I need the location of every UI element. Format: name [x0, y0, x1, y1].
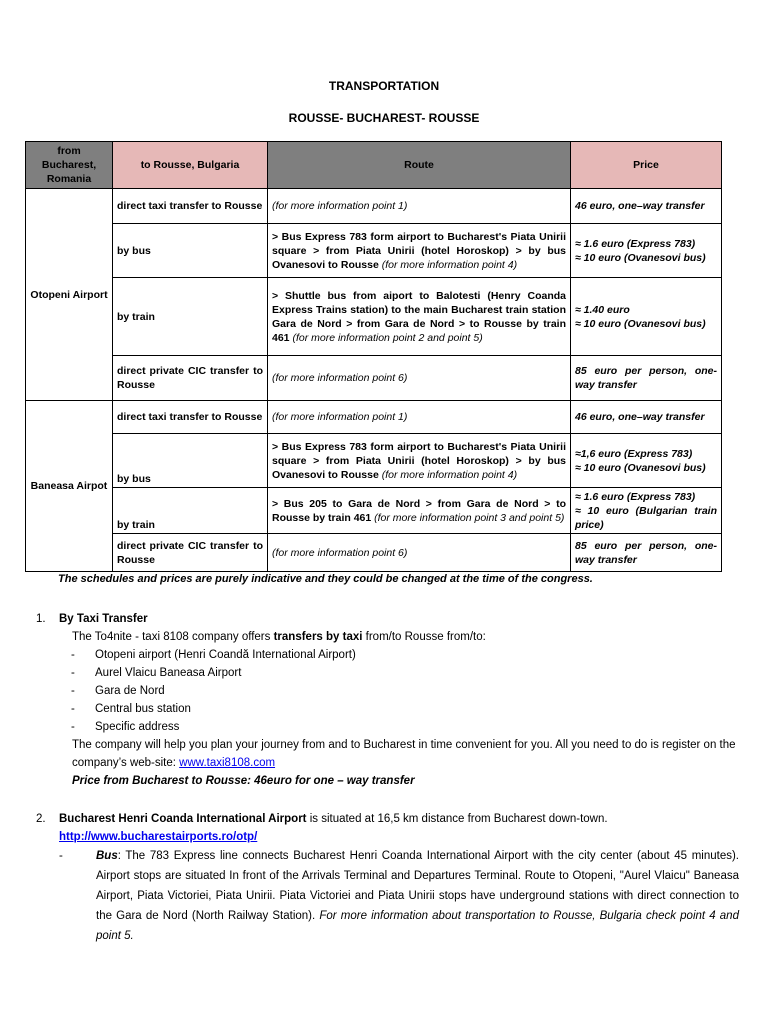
- mode-cell: by bus: [113, 224, 268, 278]
- page-subtitle: ROUSSE- BUCHAREST- ROUSSE: [288, 111, 480, 125]
- section-number: 1.: [36, 613, 46, 625]
- table-row: [26, 356, 722, 401]
- mode-cell: direct taxi transfer to Rousse: [113, 189, 268, 224]
- mode-cell: direct taxi transfer to Rousse: [113, 401, 268, 434]
- section-link-line: [59, 828, 739, 846]
- route-cell: > Bus 205 to Gara de Nord > from Gara de Nord > to Rousse by train 461 (for more information point 3 and point 5): [268, 488, 571, 534]
- route-cell: (for more information point 6): [268, 356, 571, 401]
- section-text: Bucharest Henri Coanda International Airport is situated at 16,5 km distance from Bucharest down-town.: [59, 813, 608, 825]
- price-cell: ≈ 1.6 euro (Express 783) ≈ 10 euro (Bulgarian train price): [571, 488, 722, 534]
- route-cell: > Bus Express 783 form airport to Bucharest's Piata Unirii square > from Piata Unirii (hotel Horoskop) > by bus Ovanesovi to Rousse (for more information point 4): [268, 434, 571, 488]
- airport-website-link[interactable]: http://www.bucharestairports.ro/otp/: [59, 831, 258, 843]
- section-taxi: [36, 610, 736, 790]
- route-cell: (for more information point 1): [268, 401, 571, 434]
- section-heading: By Taxi Transfer: [59, 613, 148, 625]
- price-cell: ≈ 1.6 euro (Express 783) ≈ 10 euro (Ovanesovi bus): [571, 224, 722, 278]
- section-airport: [36, 810, 739, 946]
- table-row: [26, 534, 722, 572]
- table-row: [26, 488, 722, 534]
- place-baneasa: Baneasa Airpot: [26, 401, 113, 572]
- list-item: - Central bus station: [71, 703, 191, 715]
- route-cell: > Bus Express 783 form airport to Bucharest's Piata Unirii square > from Piata Unirii (hotel Horoskop) > by bus Ovanesovi to Rousse (for more information point 4): [268, 224, 571, 278]
- table-row: [26, 278, 722, 356]
- taxi-website-link[interactable]: www.taxi8108.com: [179, 757, 276, 769]
- table-row: [26, 401, 722, 434]
- header-from: from Bucharest, Romania: [26, 142, 113, 189]
- mode-cell: direct private CIC transfer to Rousse: [113, 356, 268, 401]
- transport-table: [25, 141, 722, 572]
- table-row: [26, 224, 722, 278]
- route-cell: (for more information point 1): [268, 189, 571, 224]
- mode-cell: direct private CIC transfer to Rousse: [113, 534, 268, 572]
- route-cell: > Shuttle bus from aiport to Balotesti (Henry Coanda Express Trains station) to the main Bucharest train station Gara de Nord > from Gara de Nord > to Rousse by train 461 (for more information point 2 and point 5): [268, 278, 571, 356]
- list-item: - Aurel Vlaicu Baneasa Airport: [71, 667, 242, 679]
- table-row: [26, 189, 722, 224]
- price-line: Price from Bucharest to Rousse: 46euro for one – way transfer: [72, 775, 415, 787]
- header-to: to Rousse, Bulgaria: [113, 142, 268, 189]
- list-item: - Specific address: [71, 721, 180, 733]
- table-row: [26, 434, 722, 488]
- price-cell: ≈ 1.40 euro ≈ 10 euro (Ovanesovi bus): [571, 278, 722, 356]
- disclaimer-note: The schedules and prices are purely indicative and they could be changed at the time of the congress.: [58, 573, 593, 585]
- price-cell: 85 euro per person, one-way transfer: [571, 534, 722, 572]
- section-intro: The To4nite - taxi 8108 company offers transfers by taxi from/to Rousse from/to:: [72, 631, 486, 643]
- price-cell: 46 euro, one–way transfer: [571, 401, 722, 434]
- mode-cell: by train: [113, 488, 268, 534]
- header-price: Price: [571, 142, 722, 189]
- bus-item: - Bus: The 783 Express line connects Bucharest Henri Coanda International Airport with the city center (about 45 minutes). Airport stops are situated In front of the Arrivals Terminal and Departures Terminal. Route to Otopeni, "Aurel Vlaicu" Baneasa Airport, Piata Victoriei, Piata Unirii. Piata Victoriei and Piata Unirii stops have underground stations with direct connection to the Gara de Nord (North Railway Station). For more information about transportation to Rousse, Bulgaria check point 4 and point 5.: [59, 850, 739, 942]
- list-item: - Otopeni airport (Henri Coandă International Airport): [71, 649, 356, 661]
- price-cell: 46 euro, one–way transfer: [571, 189, 722, 224]
- place-otopeni: Otopeni Airport: [26, 189, 113, 401]
- section-text: The company will help you plan your journey from and to Bucharest in time convenient for you. All you need to do is register on the company’s web-site: www.taxi8108.com: [72, 739, 736, 769]
- price-cell: ≈1,6 euro (Express 783) ≈ 10 euro (Ovanesovi bus): [571, 434, 722, 488]
- mode-cell: by train: [113, 278, 268, 356]
- route-cell: (for more information point 6): [268, 534, 571, 572]
- price-cell: 85 euro per person, one-way transfer: [571, 356, 722, 401]
- mode-cell: by bus: [113, 434, 268, 488]
- header-route: Route: [268, 142, 571, 189]
- page-title: TRANSPORTATION: [328, 79, 440, 93]
- list-item: - Gara de Nord: [71, 685, 165, 697]
- section-number: 2.: [36, 813, 46, 825]
